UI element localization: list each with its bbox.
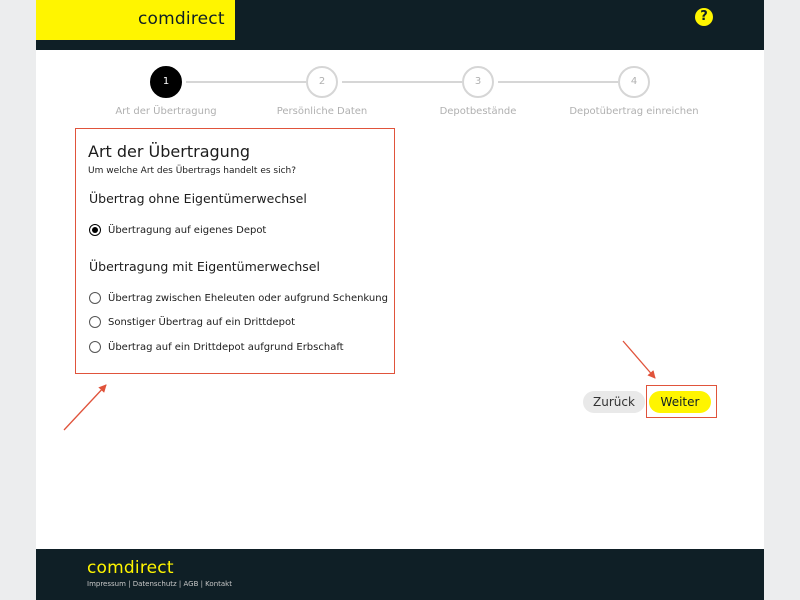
step-3-label: Depotbestände bbox=[439, 106, 517, 117]
form-title: Art der Übertragung bbox=[88, 142, 251, 161]
transfer-type-form bbox=[75, 128, 395, 374]
option-own-depot[interactable] bbox=[89, 222, 266, 238]
radio-icon[interactable] bbox=[89, 341, 101, 353]
footer bbox=[36, 549, 764, 600]
help-icon[interactable]: ? bbox=[695, 8, 713, 26]
form-subtitle: Um welche Art des Übertrags handelt es sich? bbox=[88, 166, 297, 176]
step-connector bbox=[342, 81, 462, 83]
option-spouses-gift[interactable] bbox=[89, 290, 388, 306]
page bbox=[36, 0, 764, 600]
step-connector bbox=[498, 81, 618, 83]
arrow-to-form bbox=[64, 385, 106, 430]
progress-stepper bbox=[36, 64, 764, 124]
logo-text: comdirect bbox=[138, 9, 225, 29]
footer-logo[interactable]: comdirect bbox=[87, 558, 174, 578]
footer-links[interactable]: Impressum | Datenschutz | AGB | Kontakt bbox=[87, 580, 232, 588]
option-other-third-party[interactable] bbox=[89, 314, 295, 330]
step-1: 1 bbox=[150, 66, 182, 98]
header bbox=[36, 0, 764, 50]
arrow-to-next-button bbox=[623, 341, 655, 378]
step-1-label: Art der Übertragung bbox=[115, 106, 217, 117]
step-2: 2 bbox=[306, 66, 338, 98]
step-4-label: Depotübertrag einreichen bbox=[569, 106, 699, 117]
step-2-label: Persönliche Daten bbox=[276, 106, 368, 117]
radio-icon[interactable] bbox=[89, 316, 101, 328]
step-connector bbox=[186, 81, 306, 83]
back-button[interactable]: Zurück bbox=[583, 391, 645, 413]
group-without-owner-change-title: Übertrag ohne Eigentümerwechsel bbox=[89, 191, 307, 206]
option-label: Übertrag zwischen Eheleuten oder aufgrund Schenkung bbox=[108, 292, 388, 304]
group-with-owner-change-title: Übertragung mit Eigentümerwechsel bbox=[89, 259, 320, 274]
option-label: Sonstiger Übertrag auf ein Drittdepot bbox=[108, 316, 296, 328]
next-button[interactable]: Weiter bbox=[649, 391, 711, 413]
option-label: Übertragung auf eigenes Depot bbox=[108, 224, 267, 236]
radio-selected-icon[interactable] bbox=[89, 224, 101, 236]
step-4: 4 bbox=[618, 66, 650, 98]
radio-icon[interactable] bbox=[89, 292, 101, 304]
option-label: Übertrag auf ein Drittdepot aufgrund Erbschaft bbox=[108, 341, 344, 353]
option-inheritance[interactable] bbox=[89, 339, 344, 355]
step-3: 3 bbox=[462, 66, 494, 98]
logo[interactable] bbox=[36, 0, 235, 40]
